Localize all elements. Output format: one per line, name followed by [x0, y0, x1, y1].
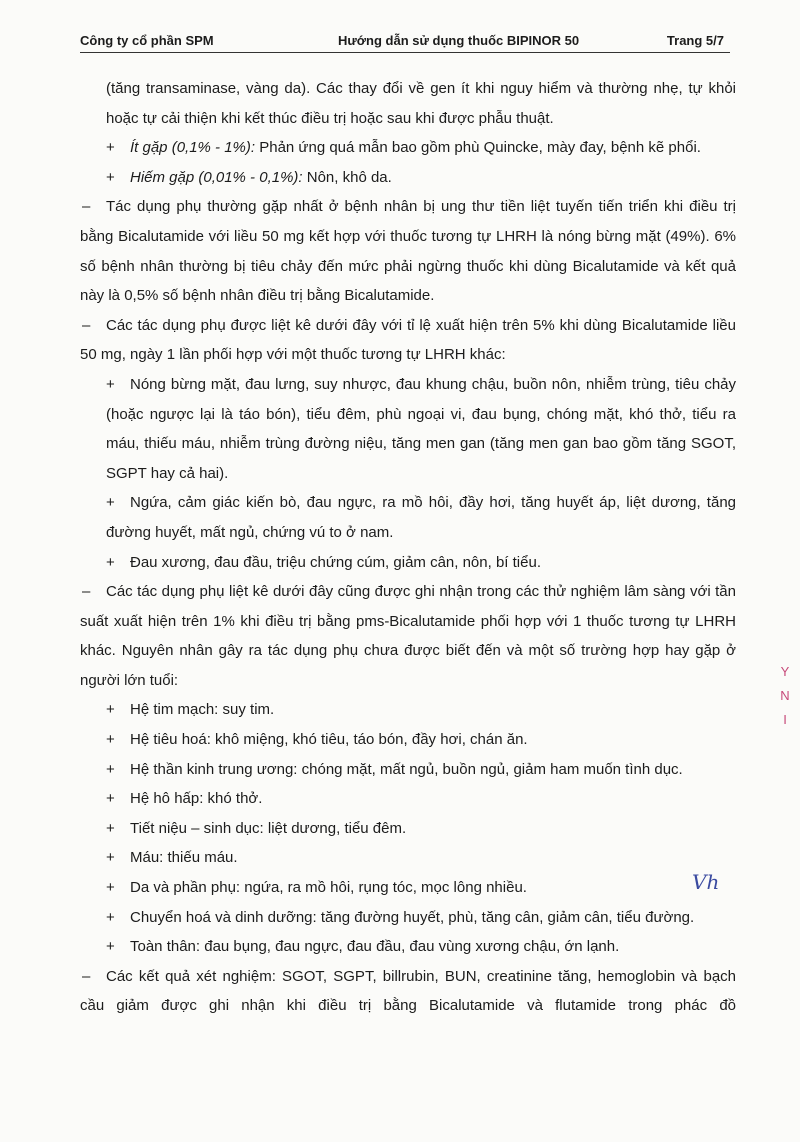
paragraph-b5	[80, 311, 736, 370]
document-title: Hướng dẫn sử dụng thuốc BIPINOR 50	[338, 33, 580, 48]
paragraph-b11	[80, 725, 736, 755]
stamp-fragment	[770, 660, 800, 800]
stamp-letter: I	[783, 712, 787, 727]
paragraph-text: Nôn, khô da.	[302, 168, 392, 186]
plus-marker: +	[106, 760, 115, 778]
paragraph-text: Toàn thân: đau bụng, đau ngực, đau đầu, đau vùng xương chậu, ớn lạnh.	[130, 938, 620, 956]
plus-marker: +	[106, 908, 115, 926]
paragraph-text: Hệ hô hấp: khó thở.	[130, 790, 263, 808]
plus-marker: +	[106, 701, 115, 719]
dash-marker: –	[82, 583, 91, 601]
paragraph-text: Đau xương, đau đầu, triệu chứng cúm, giảm cân, nôn, bí tiểu.	[130, 553, 541, 571]
dash-marker: –	[82, 198, 91, 216]
paragraph-text: Các tác dụng phụ liệt kê dưới đây cũng được ghi nhận trong các thử nghiệm lâm sàng với tần suất xuất hiện trên 1% khi điều trị bằng pms-Bicalutamide phối hợp với 1 thuốc tương tự LHRH khác. Nguyên nhân gây ra tác dụng phụ chưa được biết đến và một số trường hợp hay gặp ở người lớn tuổi:	[80, 583, 736, 689]
dash-marker: –	[82, 967, 91, 985]
stamp-letter: Y	[780, 664, 790, 679]
page-number: Trang 5/7	[666, 33, 724, 48]
paragraph-b10	[80, 695, 736, 725]
frequency-label: Hiếm gặp (0,01% - 0,1%):	[130, 168, 303, 186]
paragraph-b14	[80, 814, 736, 844]
page-header	[80, 30, 730, 53]
paragraph-b3	[80, 163, 736, 193]
paragraph-b15	[80, 843, 736, 873]
plus-marker: +	[106, 375, 115, 393]
paragraph-text: Phản ứng quá mẫn bao gồm phù Quincke, mày đay, bệnh kẽ phổi.	[255, 139, 701, 157]
paragraph-text: Các tác dụng phụ được liệt kê dưới đây với tỉ lệ xuất hiện trên 5% khi dùng Bicalutamide liều 50 mg, ngày 1 lần phối hợp với một thuốc tương tự LHRH khác:	[80, 316, 736, 364]
paragraph-b19	[80, 962, 736, 1021]
plus-marker: +	[106, 553, 115, 571]
paragraph-b1	[80, 74, 736, 133]
paragraph-b13	[80, 784, 736, 814]
paragraph-text: Da và phần phụ: ngứa, ra mồ hôi, rụng tóc, mọc lông nhiều.	[130, 879, 527, 897]
paragraph-text: Hệ tiêu hoá: khô miệng, khó tiêu, táo bón, đầy hơi, chán ăn.	[130, 731, 528, 749]
paragraph-b8	[80, 548, 736, 578]
paragraph-text: Tác dụng phụ thường gặp nhất ở bệnh nhân bị ung thư tiền liệt tuyến tiến triển khi điều trị bằng Bicalutamide với liều 50 mg kết hợp với thuốc tương tự LHRH là nóng bừng mặt (49%). 6% số bệnh nhân thường bị tiêu chảy đến mức phải ngừng thuốc khi dùng Bicalutamide và kết quả này là 0,5% số bệnh nhân điều trị bằng Bicalutamide.	[80, 198, 736, 305]
paragraph-b2	[80, 133, 736, 163]
plus-marker: +	[106, 168, 115, 186]
paragraph-b18	[80, 932, 736, 962]
paragraph-b7	[80, 488, 736, 547]
document-body	[80, 74, 736, 1021]
handwritten-initials: Vh	[692, 870, 720, 894]
paragraph-text: Ngứa, cảm giác kiến bò, đau ngực, ra mồ hôi, đầy hơi, tăng huyết áp, liệt dương, tăng đường huyết, mất ngủ, chứng vú to ở nam.	[106, 494, 736, 541]
paragraph-b12	[80, 755, 736, 785]
paragraph-b4	[80, 192, 736, 310]
paragraph-b17	[80, 903, 736, 933]
plus-marker: +	[106, 139, 115, 157]
plus-marker: +	[106, 938, 115, 956]
stamp-letter: N	[780, 688, 790, 703]
plus-marker: +	[106, 494, 115, 512]
paragraph-text: Các kết quả xét nghiệm: SGOT, SGPT, billrubin, BUN, creatinine tăng, hemoglobin và bạch cầu giảm được ghi nhận khi điều trị bằng Bicalutamide và flutamide trong phác đồ	[80, 967, 736, 1015]
paragraph-text: Máu: thiếu máu.	[130, 849, 238, 867]
plus-marker: +	[106, 790, 115, 808]
plus-marker: +	[106, 819, 115, 837]
paragraph-text: Tiết niệu – sinh dục: liệt dương, tiểu đêm.	[130, 819, 407, 837]
paragraph-text: Hệ tim mạch: suy tim.	[130, 701, 275, 719]
paragraph-text: (tăng transaminase, vàng da). Các thay đổi về gen ít khi nguy hiểm và thường nhẹ, tự khỏi hoặc tự cải thiện khi kết thúc điều trị hoặc sau khi được phẫu thuật.	[106, 80, 736, 127]
plus-marker: +	[106, 731, 115, 749]
dash-marker: –	[82, 316, 91, 334]
paragraph-text: Hệ thần kinh trung ương: chóng mặt, mất ngủ, buồn ngủ, giảm ham muốn tình dục.	[130, 760, 683, 778]
company-name: Công ty cổ phần SPM	[80, 33, 214, 48]
paragraph-b9	[80, 577, 736, 695]
paragraph-b6	[80, 370, 736, 488]
paragraph-b16	[80, 873, 736, 903]
frequency-label: Ít gặp (0,1% - 1%):	[130, 139, 256, 157]
plus-marker: +	[106, 879, 115, 897]
plus-marker: +	[106, 849, 115, 867]
paragraph-text: Nóng bừng mặt, đau lưng, suy nhược, đau khung chậu, buồn nôn, nhiễm trùng, tiêu chảy (hoặc ngược lại là táo bón), tiểu đêm, phù ngoại vi, đau bụng, chóng mặt, khó thở, tiểu ra máu, thiếu máu, nhiễm trùng đường niệu, tăng men gan (tăng men gan bao gồm tăng SGOT, SGPT hay cả hai).	[106, 375, 736, 482]
paragraph-text: Chuyển hoá và dinh dưỡng: tăng đường huyết, phù, tăng cân, giảm cân, tiểu đường.	[130, 908, 695, 926]
